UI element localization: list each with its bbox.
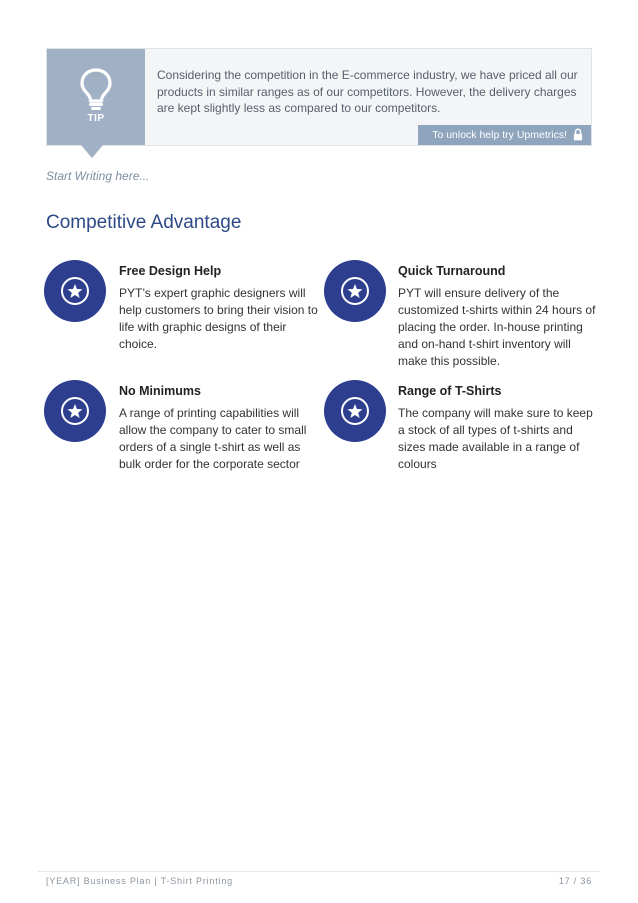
feature-description: A range of printing capabilities will allow the company to cater to small orders of a single t-shirt as well as bulk order for the corporate sector	[119, 406, 307, 471]
star-icon	[324, 260, 386, 322]
lock-icon	[573, 128, 583, 141]
tip-pointer	[80, 144, 104, 158]
tip-text: Considering the competition in the E-commerce industry, we have priced all our products in similar ranges as of our competitors. However, the delivery charges are kept slightly less as compared to our competitors.	[157, 68, 578, 115]
tip-label: TIP	[87, 113, 105, 124]
feature-description: The company will make sure to keep a stock of all types of t-shirts and sizes made available in a range of colours	[398, 406, 593, 471]
section-title: Competitive Advantage	[46, 212, 242, 233]
feature-range-of-t-shirts	[398, 384, 596, 473]
lightbulb-icon	[79, 67, 113, 111]
tip-badge	[47, 49, 145, 145]
feature-description: PYT will ensure delivery of the customized t-shirts within 24 hours of placing the order. In-house printing and on-hand t-shirt inventory will make this possible.	[398, 286, 596, 368]
star-icon	[44, 260, 106, 322]
feature-no-minimums	[119, 384, 319, 473]
feature-description: PYT’s expert graphic designers will help customers to bring their vision to life with graphic designs of their choice.	[119, 286, 318, 351]
footer-document-title: [YEAR] Business Plan | T-Shirt Printing	[46, 876, 233, 886]
unlock-help-button[interactable]	[418, 125, 591, 145]
start-writing-prompt[interactable]: Start Writing here...	[46, 169, 150, 183]
star-icon	[324, 380, 386, 442]
feature-title: No Minimums	[119, 384, 201, 398]
star-icon	[44, 380, 106, 442]
feature-title: Free Design Help	[119, 264, 222, 278]
feature-title: Quick Turnaround	[398, 264, 506, 278]
footer-divider	[38, 871, 600, 872]
feature-free-design-help	[119, 264, 319, 353]
tip-box	[46, 48, 592, 146]
feature-quick-turnaround	[398, 264, 596, 370]
unlock-help-label: To unlock help try Upmetrics!	[432, 129, 567, 141]
footer-page-number: 17 / 36	[558, 876, 592, 886]
feature-title: Range of T-Shirts	[398, 384, 502, 398]
